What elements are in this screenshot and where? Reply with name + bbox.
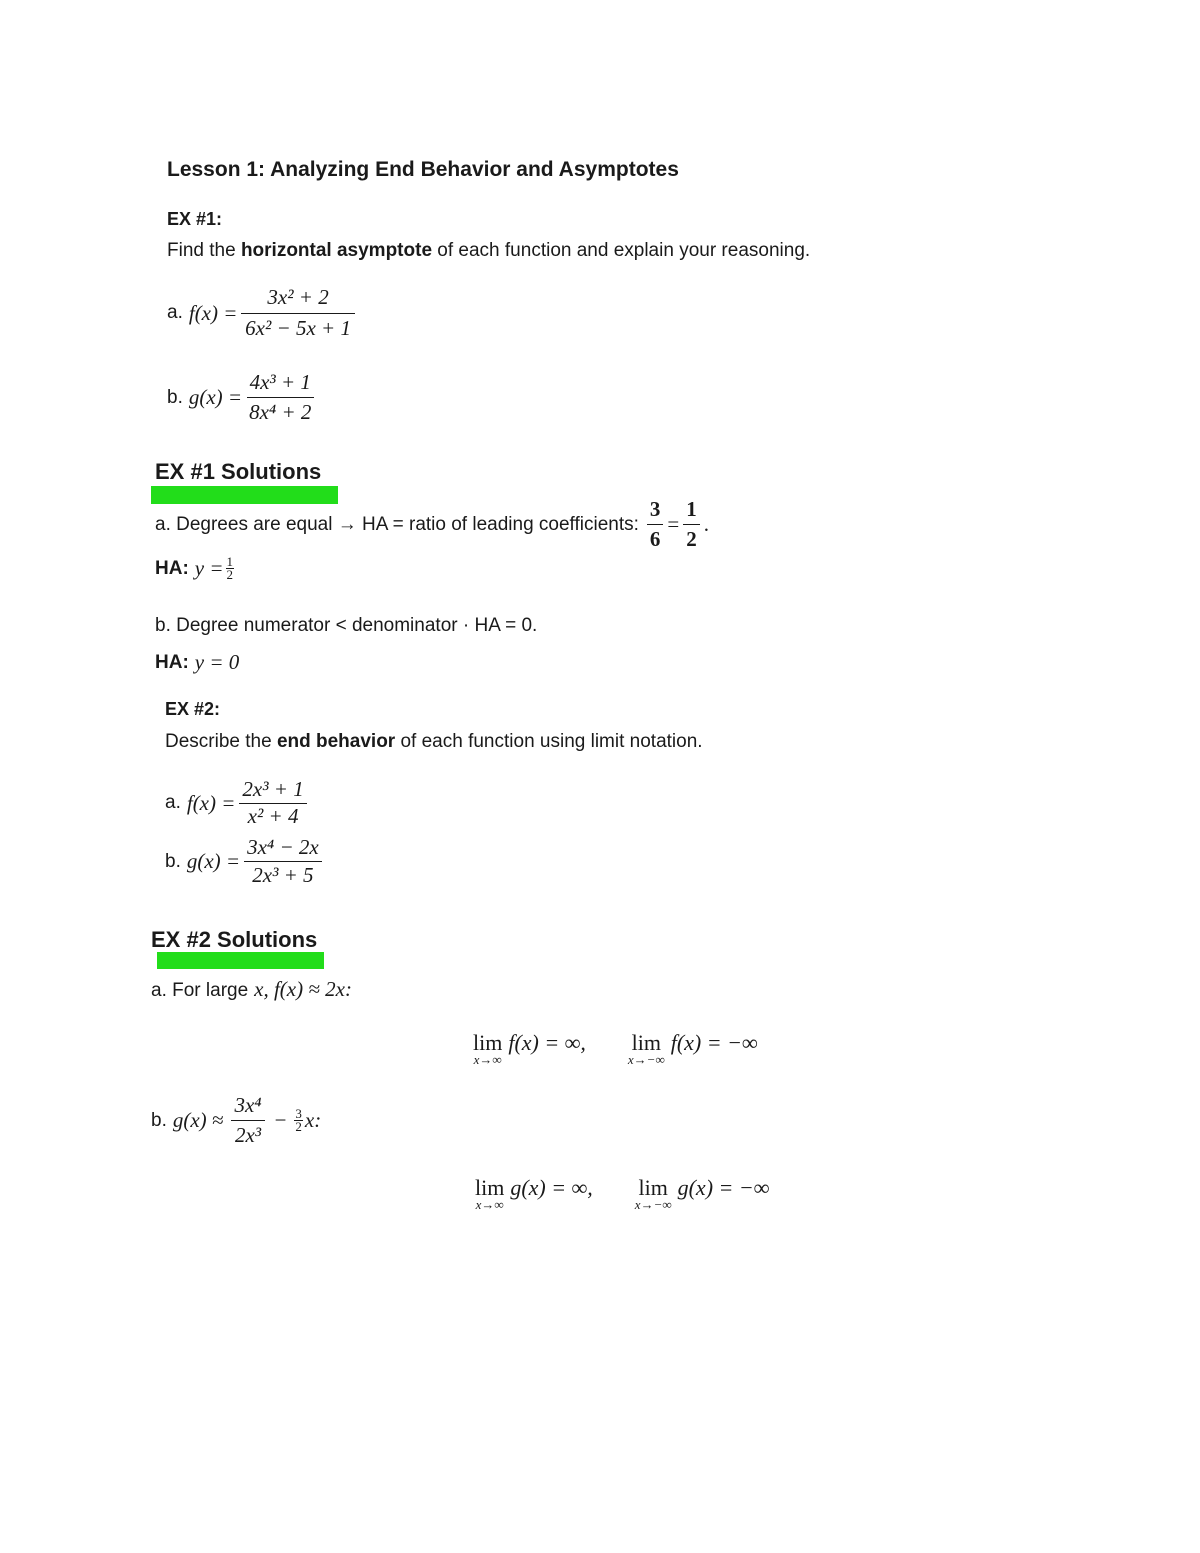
ex2-instr-pre: Describe the [165,731,272,752]
sol1-a-frac2-num: 1 [683,497,700,525]
sol1-a-frac2-den: 2 [686,527,697,551]
sol1-title: EX #1 Solutions [155,459,322,484]
sol2-a-lim2-expr: f(x) = −∞ [670,1030,758,1055]
sol1-a-frac1 [647,497,664,552]
ex2-b-equation [165,835,326,888]
sol1-b-ha-label: HA: [155,651,189,673]
ex1-b-prefix: b. [167,386,183,408]
ex1-b-denominator: 8x⁴ + 2 [249,400,312,424]
sol2-b-equation [151,1093,321,1148]
sol2-b-lim1 [475,1175,504,1213]
sol1-a-text: a. Degrees are equal → HA = ratio of leading coefficients: [155,513,639,535]
sol2-b-small-den: 2 [295,1119,302,1134]
ex1-a-prefix: a. [167,302,183,323]
ex2-b-prefix: b. [165,850,181,872]
sol2-a-lim1-expr: f(x) = ∞, [508,1030,586,1055]
sol1-a-frac1-num: 3 [647,497,664,525]
sol2-a-math: x, f(x) ≈ 2x: [254,977,352,1001]
ex2-label: EX #2: [165,699,221,719]
ex2-b-fraction [244,835,322,888]
ex2-a-fraction [239,777,306,829]
sol2-a-line [151,977,352,1002]
sol2-b-prefix: b. [151,1109,167,1131]
lim-subscript: x→∞ [475,1197,504,1212]
lim-word: lim [638,1175,668,1200]
sol1-a-ha-label: HA: [155,557,189,579]
page-title: Lesson 1: Analyzing End Behavior and Asymptotes [167,158,679,181]
ex2-instructions [165,731,703,753]
ex1-a-fraction [241,285,354,341]
ex2-b-numerator: 3x⁴ − 2x [244,835,322,862]
ex2-instr-bold: end behavior [276,731,396,752]
sol2-b-lhs: g(x) ≈ [172,1108,224,1132]
lim-word: lim [631,1030,661,1055]
ex1-b-equation [167,370,318,425]
sol1-a-ha [155,556,236,581]
sol1-b-text: b. Degree numerator < denominator · HA = 0. [155,615,538,636]
sol1-a-ha-lhs: y = [194,556,224,580]
sol1-a-frac1-den: 6 [649,527,661,551]
ex1-b-numerator: 4x³ + 1 [247,370,314,398]
sol2-title: EX #2 Solutions [151,927,318,952]
ex2-a-prefix: a. [165,792,181,813]
sol1-a-frac2 [683,497,700,552]
sol1-b-ha-eq: y = 0 [194,650,240,674]
ex1-a-lhs: f(x) = [188,300,238,325]
ex2-instr-post: of each function using limit notation. [400,731,703,752]
highlight-mark-2 [157,952,324,969]
ex1-a-denominator: 6x² − 5x + 1 [245,316,351,340]
ex1-instructions [167,240,810,262]
ex2-b-denominator: 2x³ + 5 [252,863,314,887]
ex2-a-equation [165,777,311,829]
sol2-a-text: a. For large [151,980,249,1001]
lim-subscript: x→−∞ [627,1052,665,1067]
sol1-b-ha [155,650,239,675]
sol2-b-lim2-expr: g(x) = −∞ [677,1175,770,1200]
sol2-a-limits [473,1030,758,1068]
lim-word: lim [475,1175,505,1200]
sol1-a-ha-den: 2 [226,567,234,582]
lim-word: lim [473,1030,503,1055]
sol1-a-ha-frac [226,556,235,581]
ex2-b-lhs: g(x) = [186,849,241,873]
ex2-a-lhs: f(x) = [186,790,236,815]
sol1-a-ha-num: 1 [226,554,234,569]
sol2-b-numerator: 3x⁴ [231,1093,264,1121]
sol2-a-lim1 [473,1030,502,1068]
sol2-b-tail: x: [304,1108,322,1132]
ex1-instr-bold: horizontal asymptote [240,240,433,261]
ex1-b-fraction [246,370,314,425]
sol2-b-fraction [231,1093,264,1148]
sol2-b-limits [475,1175,769,1213]
ex1-instr-pre: Find the [167,240,236,261]
ex1-a-numerator: 3x² + 2 [241,285,354,314]
ex1-label: EX #1: [167,209,223,229]
sol2-b-small-frac [294,1108,303,1133]
sol2-b-small-num: 3 [295,1106,302,1121]
ex1-b-lhs: g(x) = [188,385,243,409]
lim-subscript: x→−∞ [634,1197,672,1212]
sol1-a-equals: = [667,512,680,536]
ex2-a-numerator: 2x³ + 1 [239,777,306,804]
sol2-b-lim1-expr: g(x) = ∞, [510,1175,593,1200]
sol1-a-period: . [703,512,709,536]
sol2-b-minus: − [274,1108,287,1132]
sol1-a-line [155,497,709,552]
ex1-a-equation [167,285,359,341]
ex2-a-denominator: x² + 4 [247,804,299,828]
ex1-instr-post: of each function and explain your reasoning. [437,240,811,261]
sol2-b-denominator: 2x³ [234,1123,262,1147]
sol2-a-lim2 [628,1030,665,1068]
lim-subscript: x→∞ [473,1052,502,1067]
sol2-b-lim2 [635,1175,672,1213]
